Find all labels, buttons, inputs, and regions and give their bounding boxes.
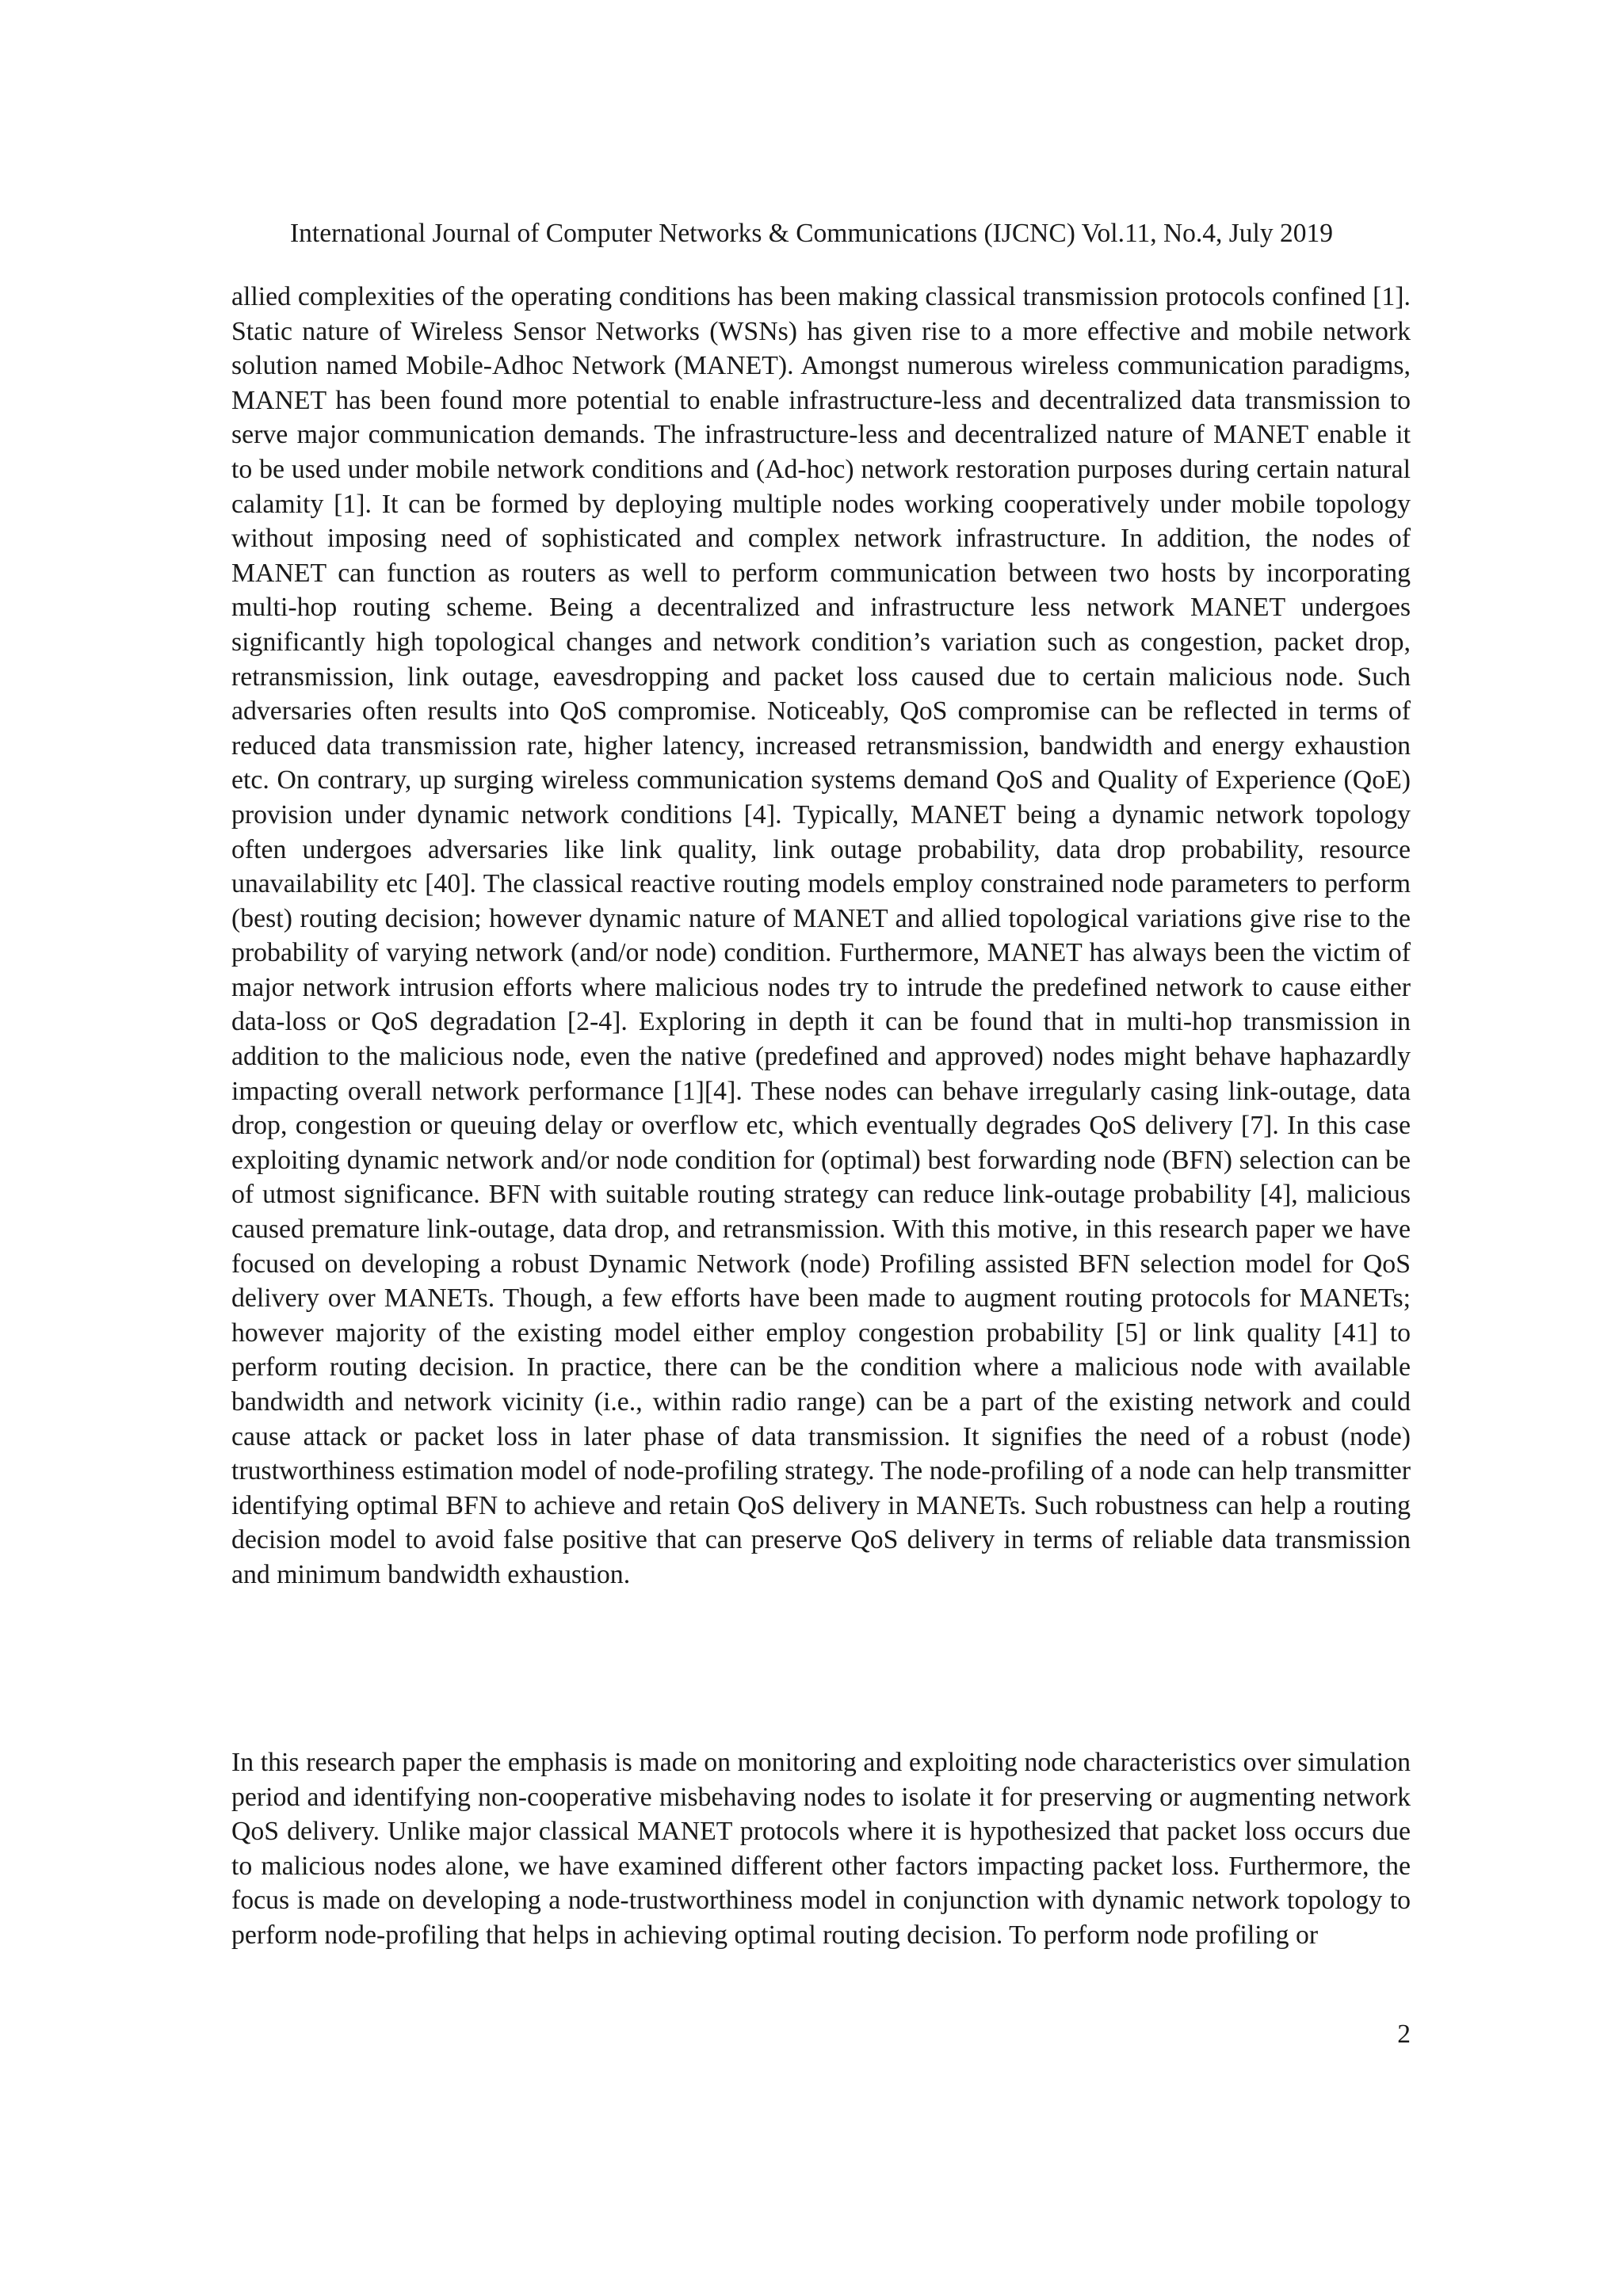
body-paragraph-2: In this research paper the emphasis is made on monitoring and exploiting node characteristics over simulation period and identifying non-cooperative misbehaving nodes to isolate it for preserving or augmenting network QoS delivery. Unlike major classical MANET protocols where it is hypothesized that packet loss occurs due to malicious nodes alone, we have examined different other factors impacting packet loss. Furthermore, the focus is made on developing a node-trustworthiness model in conjunction with dynamic network topology to perform node-profiling that helps in achieving optimal routing decision. To perform node profiling or [231,1748,1411,1950]
journal-header: International Journal of Computer Networks & Communications (IJCNC) Vol.11, No.4, July 2019 [289,219,1333,248]
page-number: 2 [1397,2019,1411,2049]
body-paragraph-1: allied complexities of the operating conditions has been making classical transmission protocols confined [1]. Static nature of Wireless Sensor Networks (WSNs) has given rise to a more effective and mobile network solution named Mobile-Adhoc Network (MANET). Amongst numerous wireless communication paradigms, MANET has been found more potential to enable infrastructure-less and decentralized data transmission to serve major communication demands. The infrastructure-less and decentralized nature of MANET enable it to be used under mobile network conditions and (Ad-hoc) network restoration purposes during certain natural calamity [1]. It can be formed by deploying multiple nodes working cooperatively under mobile topology without imposing need of sophisticated and complex network infrastructure. In addition, the nodes of MANET can function as routers as well to perform communication between two hosts by incorporating multi-hop routing scheme. Being a decentralized and infrastructure less network MANET undergoes significantly high topological changes and network condition’s variation such as congestion, packet drop, retransmission, link outage, eavesdropping and packet loss caused due to certain malicious node. Such adversaries often results into QoS compromise. Noticeably, QoS compromise can be reflected in terms of reduced data transmission rate, higher latency, increased retransmission, bandwidth and energy exhaustion etc. On contrary, up surging wireless communication systems demand QoS and Quality of Experience (QoE) provision under dynamic network conditions [4]. Typically, MANET being a dynamic network topology often undergoes adversaries like link quality, link outage probability, data drop probability, resource unavailability etc [40]. The classical reactive routing models employ constrained node parameters to perform (best) routing decision; however dynamic nature of MANET and allied topological variations give rise to the probability of varying network (and/or node) condition. Furthermore, MANET has always been the victim of major network intrusion efforts where malicious nodes try to intrude the predefined network to cause either data-loss or QoS degradation [2-4]. Exploring in depth it can be found that in multi-hop transmission in addition to the malicious node, even the native (predefined and approved) nodes might behave haphazardly impacting overall network performance [1][4]. These nodes can behave irregularly casing link-outage, data drop, congestion or queuing delay or overflow etc, which eventually degrades QoS delivery [7]. In this case exploiting dynamic network and/or node condition for (optimal) best forwarding node (BFN) selection can be of utmost significance. BFN with suitable routing strategy can reduce link-outage probability [4], malicious caused premature link-outage, data drop, and retransmission. With this motive, in this research paper we have focused on developing a robust Dynamic Network (node) Profiling assisted BFN selection model for QoS delivery over MANETs. Though, a few efforts have been made to augment routing protocols for MANETs; however majority of the existing model either employ congestion probability [5] or link quality [41] to perform routing decision. In practice, there can be the condition where a malicious node with available bandwidth and network vicinity (i.e., within radio range) can be a part of the existing network and could cause attack or packet loss in later phase of data transmission. It signifies the need of a robust (node) trustworthiness estimation model of node-profiling strategy. The node-profiling of a node can help transmitter identifying optimal BFN to achieve and retain QoS delivery in MANETs. Such robustness can help a routing decision model to avoid false positive that can preserve QoS delivery in terms of reliable data transmission and minimum bandwidth exhaustion. [231,282,1411,1589]
